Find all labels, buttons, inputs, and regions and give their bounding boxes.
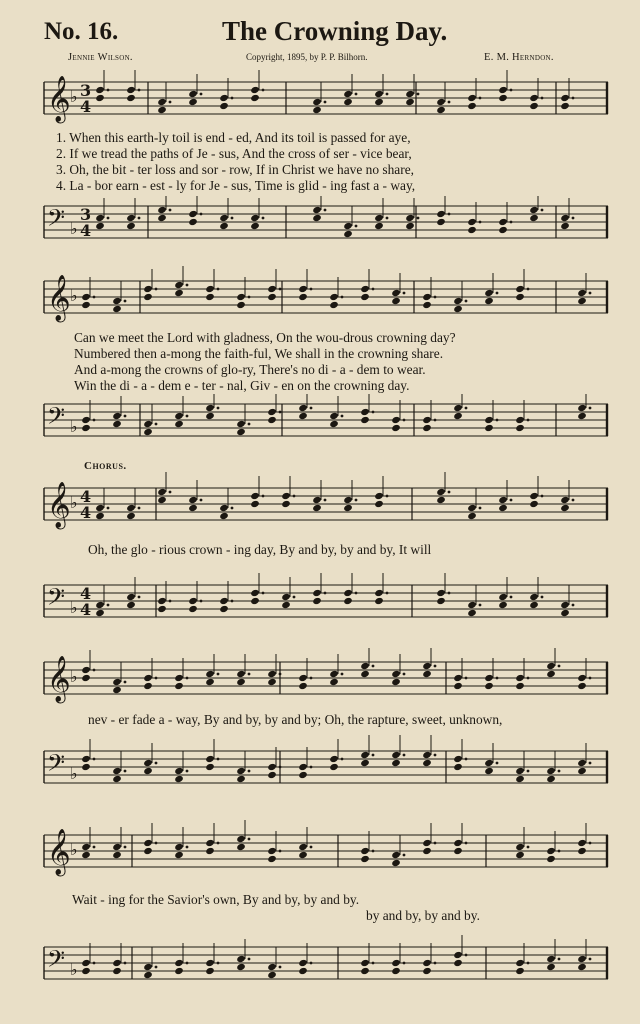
verse-1-line-1: 1. When this earth-ly toil is end - ed, And its toil is passed for aye, bbox=[56, 130, 411, 145]
verse-2-line-2: Numbered then a-mong the faith-ful, We shall in the crowning share. bbox=[74, 346, 444, 361]
verse-2-line-1: 2. If we tread the paths of Je - sus, And the cross of ser - vice bear, bbox=[56, 146, 412, 161]
svg-text:♭: ♭ bbox=[70, 493, 78, 512]
bass-staff-system-1 bbox=[36, 196, 610, 248]
svg-text:4: 4 bbox=[80, 503, 92, 522]
svg-text:4: 4 bbox=[80, 487, 92, 506]
verse-3-line-1: 3. Oh, the bit - ter loss and sor - row, If in Christ we have no share, bbox=[56, 162, 414, 177]
hymn-author: Jennie Wilson. bbox=[68, 52, 133, 63]
bass-staff-system-5 bbox=[36, 930, 610, 996]
svg-text:♭: ♭ bbox=[70, 840, 78, 859]
verse-4-line-1: 4. La - bor earn - est - ly for Je - sus, Time is glid - ing fast a - way, bbox=[56, 178, 416, 193]
svg-text:𝄞: 𝄞 bbox=[47, 656, 71, 702]
treble-staff-system-3 bbox=[36, 472, 610, 536]
svg-text:♭: ♭ bbox=[70, 417, 78, 436]
svg-text:♭: ♭ bbox=[70, 598, 78, 617]
svg-text:4: 4 bbox=[80, 221, 92, 240]
hymn-composer: E. M. Herndon. bbox=[484, 52, 554, 63]
svg-text:♭: ♭ bbox=[70, 87, 78, 106]
treble-staff-system-2 bbox=[36, 266, 610, 328]
chorus-line-2: nev - er fade a - way, By and by, by and by; Oh, the rapture, sweet, unknown, bbox=[88, 712, 503, 727]
svg-text:3: 3 bbox=[80, 81, 92, 100]
svg-text:4: 4 bbox=[80, 584, 92, 603]
hymn-number: No. 16. bbox=[44, 18, 119, 45]
svg-text:𝄢: 𝄢 bbox=[47, 945, 66, 978]
verse-1-line-2: Can we meet the Lord with gladness, On the wou-drous crowning day? bbox=[74, 330, 456, 345]
verse-4-line-2: Win the di - a - dem e - ter - nal, Giv - en on the crowning day. bbox=[74, 378, 410, 393]
svg-text:♭: ♭ bbox=[70, 219, 78, 238]
chorus-line-1: Oh, the glo - rious crown - ing day, By and by, by and by, It will bbox=[88, 542, 432, 557]
svg-text:4: 4 bbox=[80, 97, 92, 116]
svg-text:𝄢: 𝄢 bbox=[47, 749, 66, 782]
svg-text:♭: ♭ bbox=[70, 764, 78, 783]
chorus-line-3: Wait - ing for the Savior's own, By and by, by and by. bbox=[72, 892, 360, 907]
svg-text:𝄞: 𝄞 bbox=[47, 829, 71, 875]
svg-text:♭: ♭ bbox=[70, 667, 78, 686]
bass-staff-system-4 bbox=[36, 732, 610, 802]
hymn-title: The Crowning Day. bbox=[222, 16, 448, 46]
bass-staff-system-2 bbox=[36, 394, 610, 446]
svg-text:4: 4 bbox=[80, 600, 92, 619]
svg-text:𝄢: 𝄢 bbox=[47, 583, 66, 616]
bass-staff-system-3 bbox=[36, 568, 610, 634]
svg-text:𝄢: 𝄢 bbox=[47, 402, 66, 435]
copyright-notice: Copyright, 1895, by P. P. Bilhorn. bbox=[246, 52, 368, 62]
treble-staff-system-4 bbox=[36, 648, 610, 708]
treble-staff-system-5 bbox=[36, 820, 610, 882]
svg-text:𝄢: 𝄢 bbox=[47, 204, 66, 237]
chorus-label: Chorus. bbox=[84, 460, 127, 472]
svg-text:𝄞: 𝄞 bbox=[47, 76, 71, 122]
treble-staff-system-1 bbox=[36, 68, 610, 128]
svg-text:𝄞: 𝄞 bbox=[47, 482, 71, 528]
chorus-line-3-alto: by and by, by and by. bbox=[366, 908, 480, 923]
verse-3-line-2: And a-mong the crowns of glo-ry, There's no di - a - dem to wear. bbox=[74, 362, 426, 377]
svg-text:𝄞: 𝄞 bbox=[47, 275, 71, 321]
svg-text:3: 3 bbox=[80, 205, 92, 224]
svg-text:♭: ♭ bbox=[70, 286, 78, 305]
svg-text:♭: ♭ bbox=[70, 960, 78, 979]
